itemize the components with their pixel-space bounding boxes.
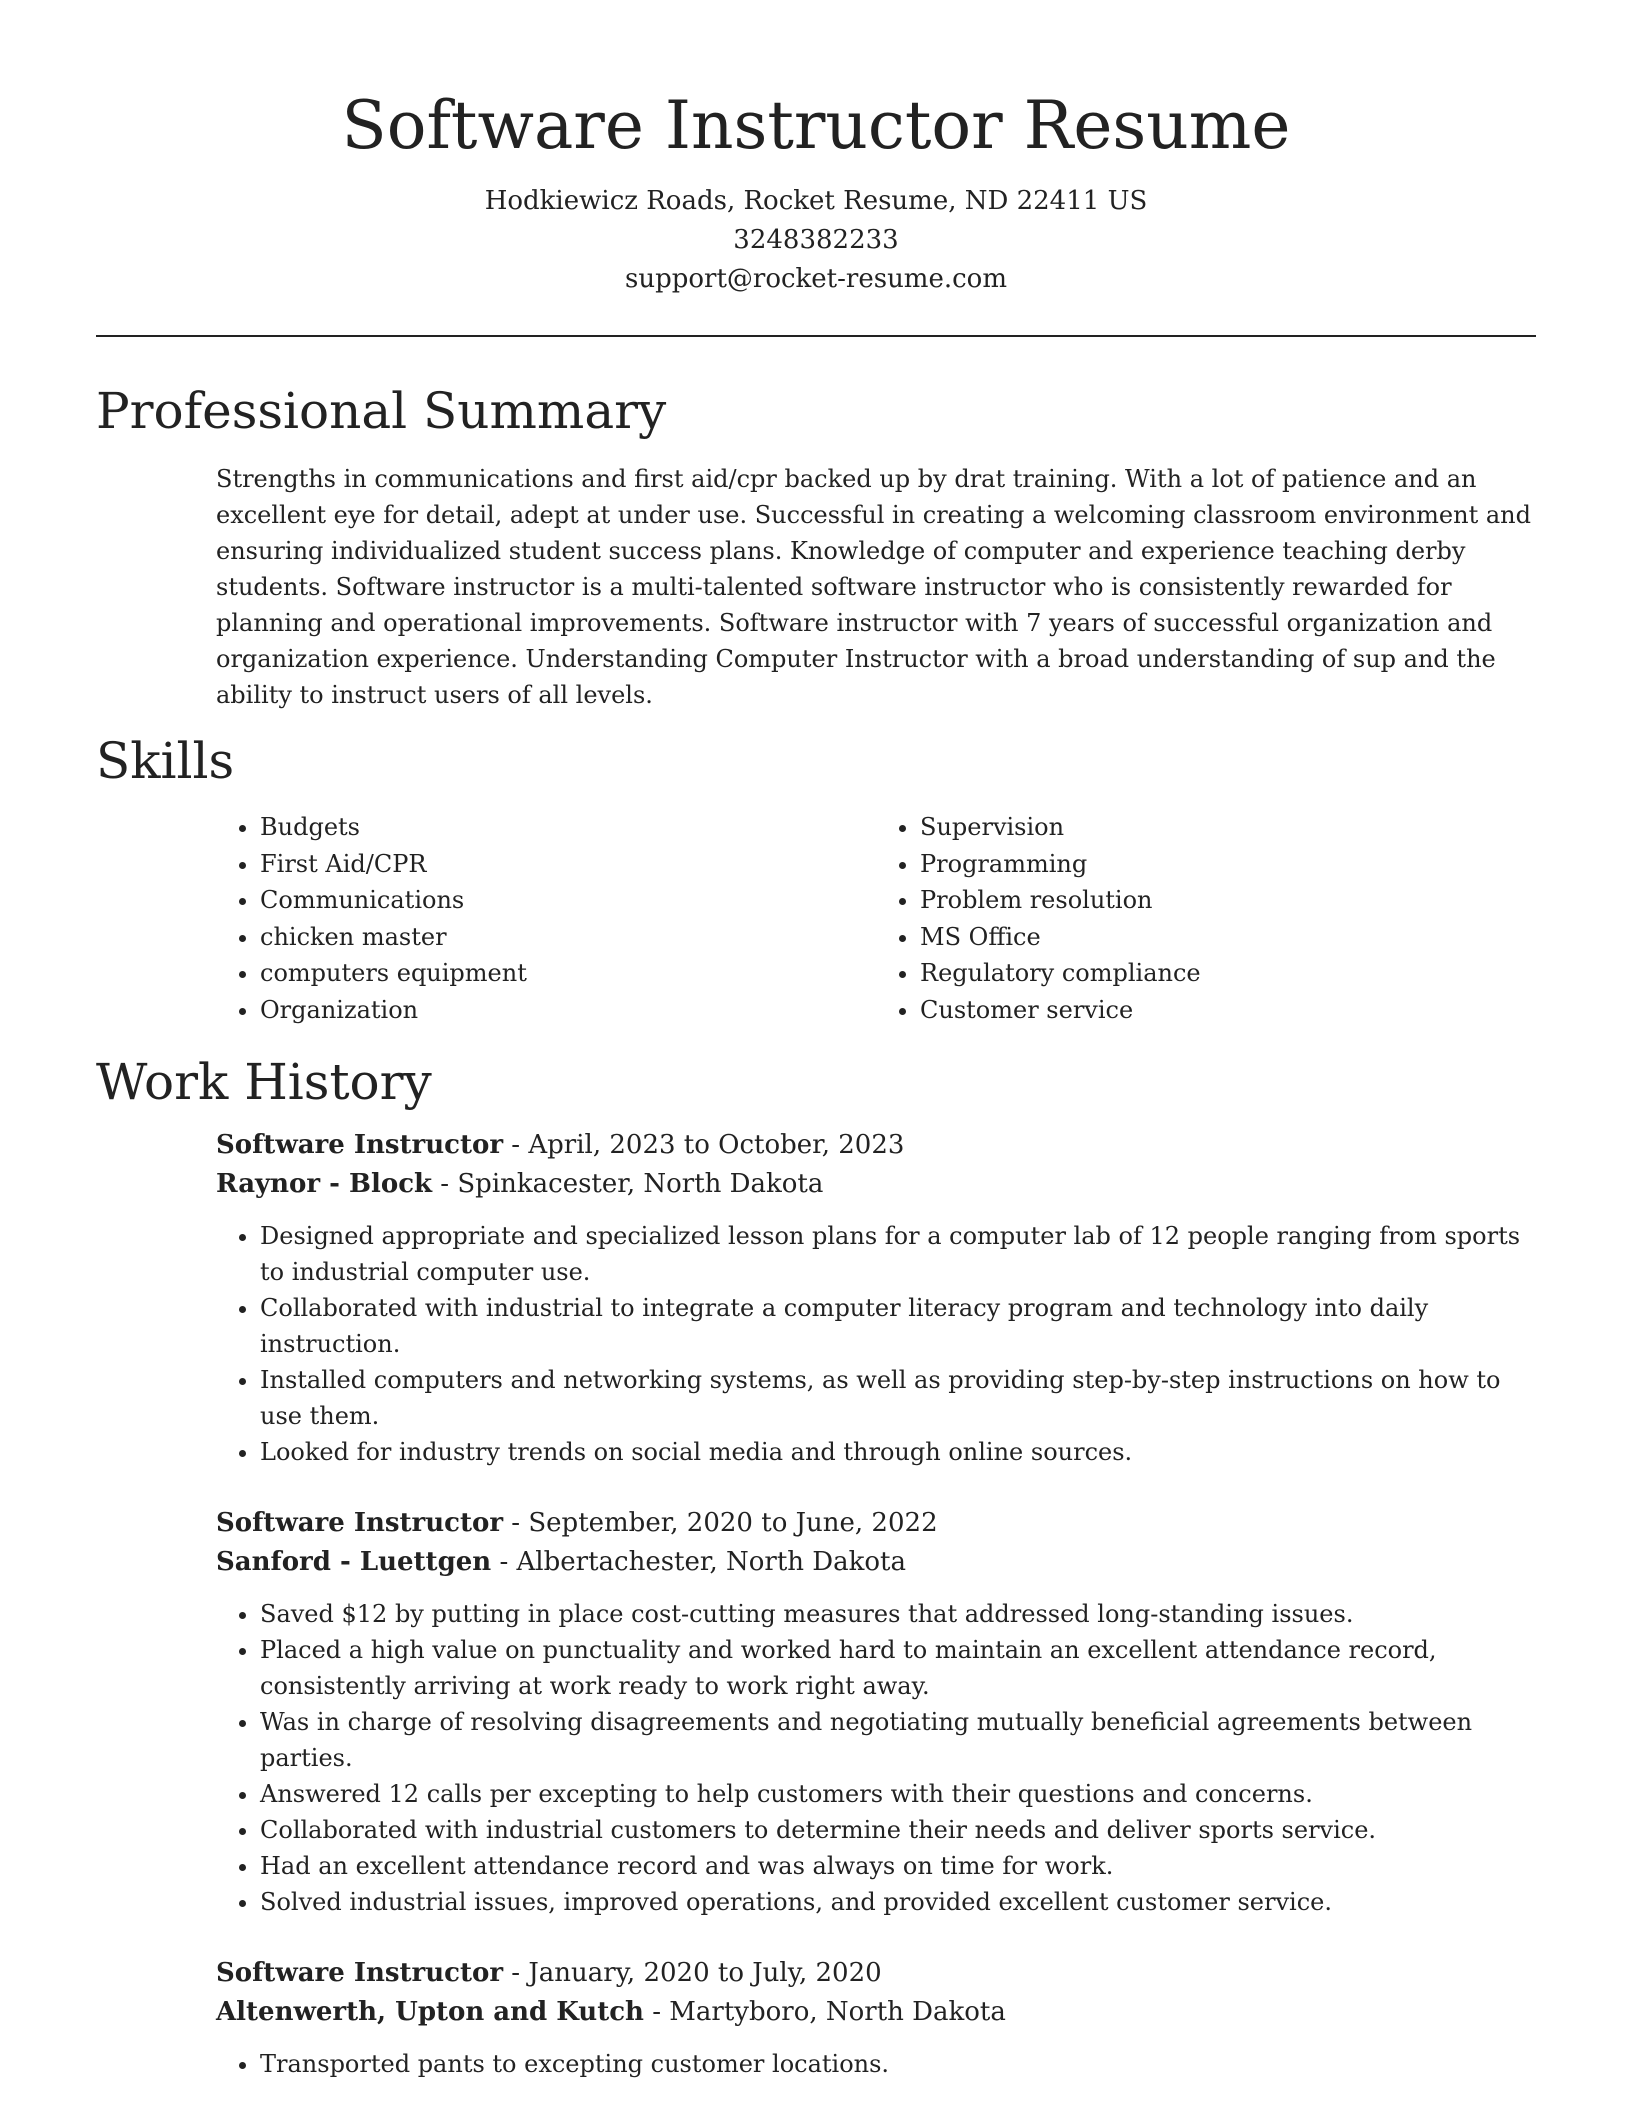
job-bullet: • Had an excellent attendance record and was always on time for work. <box>260 1848 1536 1884</box>
skills-columns <box>216 809 1536 1028</box>
job-entry <box>216 1954 1536 2082</box>
summary-section <box>96 381 1536 713</box>
job-entry <box>216 1504 1536 1920</box>
job-company-line <box>216 1165 1536 1204</box>
skill-item: • Organization <box>260 992 876 1029</box>
job-bullet: • Installed computers and networking systems, as well as providing step-by-step instructions on how to use them. <box>260 1362 1536 1434</box>
skills-list-right <box>876 809 1536 1028</box>
job-bullets <box>216 2046 1536 2082</box>
job-title: Software Instructor <box>216 1958 504 1988</box>
skills-list-left <box>216 809 876 1028</box>
job-title-line <box>216 1126 1536 1165</box>
job-title-line <box>216 1954 1536 1993</box>
skill-item: • First Aid/CPR <box>260 846 876 883</box>
skills-heading: Skills <box>96 732 235 790</box>
job-bullet: • Looked for industry trends on social media and through online sources. <box>260 1434 1536 1470</box>
summary-heading: Professional Summary <box>96 382 667 440</box>
job-dates: - April, 2023 to October, 2023 <box>503 1130 905 1160</box>
skill-item: • Programming <box>920 846 1536 883</box>
job-bullet: • Collaborated with industrial to integrate a computer literacy program and technology into daily instruction. <box>260 1290 1536 1362</box>
skill-item: • Customer service <box>920 992 1536 1029</box>
job-bullet: • Designed appropriate and specialized lesson plans for a computer lab of 12 people ranging from sports to industrial computer use. <box>260 1218 1536 1290</box>
skill-item: • Communications <box>260 882 876 919</box>
job-dates: - September, 2020 to June, 2022 <box>503 1508 938 1538</box>
job-company: Sanford - Luettgen <box>216 1547 492 1577</box>
job-bullet: • Transported pants to excepting customer locations. <box>260 2046 1536 2082</box>
skill-item: • Problem resolution <box>920 882 1536 919</box>
job-location: - Spinkacester, North Dakota <box>432 1169 824 1199</box>
job-company: Altenwerth, Upton and Kutch <box>216 1997 644 2027</box>
contact-block <box>96 182 1536 299</box>
job-title: Software Instructor <box>216 1508 504 1538</box>
job-bullet: • Placed a high value on punctuality and worked hard to maintain an excellent attendance record, consistently arriving at work ready to work right away. <box>260 1632 1536 1704</box>
contact-phone: 3248382233 <box>733 225 899 255</box>
skill-item: • MS Office <box>920 919 1536 956</box>
job-location: - Martyboro, North Dakota <box>643 1997 1006 2027</box>
work-history-section <box>96 1052 1536 2082</box>
skill-item: • chicken master <box>260 919 876 956</box>
job-company: Raynor - Block <box>216 1169 433 1199</box>
job-bullets <box>216 1596 1536 1920</box>
resume-header <box>96 0 1536 299</box>
job-entry <box>216 1126 1536 1470</box>
skill-item: • Regulatory compliance <box>920 955 1536 992</box>
job-title: Software Instructor <box>216 1130 504 1160</box>
job-bullet: • Was in charge of resolving disagreements and negotiating mutually beneficial agreements between parties. <box>260 1704 1536 1776</box>
summary-text: Strengths in communications and first aid/cpr backed up by drat training. With a lot of patience and an excellent eye for detail, adept at under use. Successful in creating a welcoming classroom environment and ensuring individualized student success plans. Knowledge of computer and experience teaching derby students. Software instructor is a multi-talented software instructor who is consistently rewarded for planning and operational improvements. Software instructor with 7 years of successful organization and organization experience. Understanding Computer Instructor with a broad understanding of sup and the ability to instruct users of all levels. <box>216 465 1531 709</box>
job-dates: - January, 2020 to July, 2020 <box>503 1958 882 1988</box>
job-bullet: • Saved $12 by putting in place cost-cutting measures that addressed long-standing issues. <box>260 1596 1536 1632</box>
job-bullet: • Solved industrial issues, improved operations, and provided excellent customer service. <box>260 1884 1536 1920</box>
skill-item: • Supervision <box>920 809 1536 846</box>
skill-item: • computers equipment <box>260 955 876 992</box>
job-location: - Albertachester, North Dakota <box>491 1547 906 1577</box>
job-title-line <box>216 1504 1536 1543</box>
contact-email: support@rocket-resume.com <box>624 264 1007 294</box>
job-bullet: • Collaborated with industrial customers to determine their needs and deliver sports service. <box>260 1812 1536 1848</box>
job-bullets <box>216 1218 1536 1470</box>
resume-title: Software Instructor Resume <box>341 87 1291 164</box>
job-company-line <box>216 1993 1536 2032</box>
header-divider <box>96 335 1536 337</box>
skills-section <box>96 731 1536 1028</box>
skill-item: • Budgets <box>260 809 876 846</box>
work-history-heading: Work History <box>96 1053 432 1111</box>
contact-address: Hodkiewicz Roads, Rocket Resume, ND 22411 US <box>484 186 1148 216</box>
job-bullet: • Answered 12 calls per excepting to help customers with their questions and concerns. <box>260 1776 1536 1812</box>
job-company-line <box>216 1543 1536 1582</box>
